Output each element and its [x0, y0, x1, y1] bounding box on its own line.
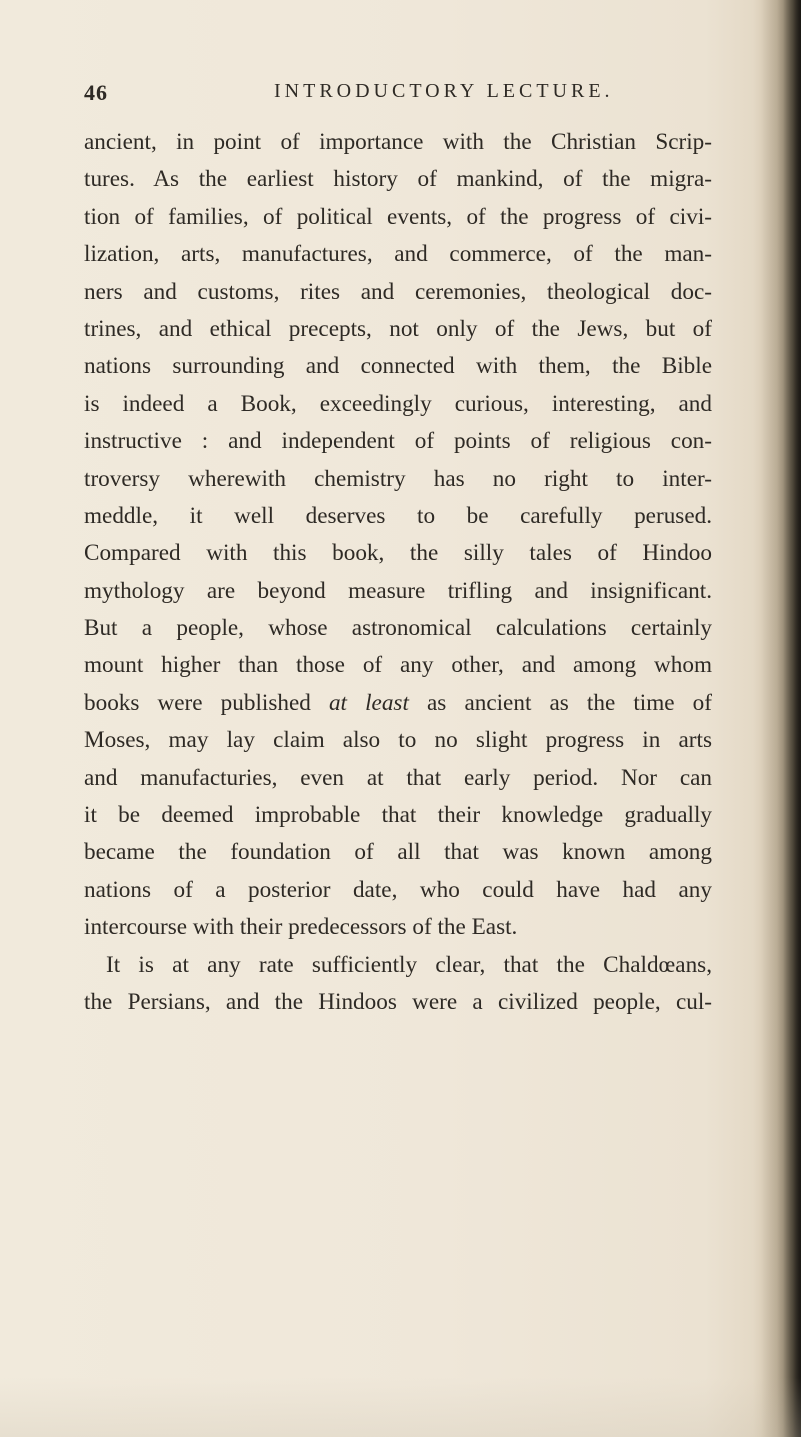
- text-line: and manufacturies, even at that early period. Nor can: [84, 764, 712, 791]
- text-line: tion of families, of political events, of the progress of civi-: [84, 203, 712, 230]
- text-line: tures. As the earliest history of mankind, of the migra-: [84, 166, 712, 193]
- text-line: Moses, may lay claim also to no slight progress in arts: [84, 727, 712, 754]
- text-line: mythology are beyond measure trifling and insignificant.: [84, 577, 712, 604]
- text-line: it be deemed improbable that their knowledge gradually: [84, 802, 712, 829]
- text-fragment: books were published: [84, 689, 311, 716]
- text-line: nations surrounding and connected with them, the Bible: [84, 353, 712, 380]
- text-line: meddle, it well deserves to be carefully perused.: [84, 502, 712, 529]
- running-head: INTRODUCTORY LECTURE.: [274, 80, 614, 102]
- text-line: ancient, in point of importance with the Christian Scrip-: [84, 129, 712, 155]
- text-line: intercourse with their predecessors of the East.: [84, 914, 518, 941]
- text-line: is indeed a Book, exceedingly curious, interesting, and: [84, 390, 712, 417]
- text-line: ners and customs, rites and ceremonies, theological doc-: [84, 278, 712, 305]
- body-text: [84, 124, 712, 1021]
- text-line: instructive : and independent of points of religious con-: [84, 428, 712, 455]
- text-line: It is at any rate sufficiently clear, that the Chaldœans,: [106, 951, 712, 978]
- text-line: But a people, whose astronomical calculations certainly: [84, 615, 712, 642]
- text-line: became the foundation of all that was known among: [84, 839, 712, 866]
- text-line-with-italic: [84, 685, 712, 722]
- text-line: troversy wherewith chemistry has no right to inter-: [84, 465, 712, 492]
- page-header: [84, 80, 684, 116]
- text-line: mount higher than those of any other, and among whom: [84, 652, 712, 679]
- text-line: nations of a posterior date, who could have had any: [84, 876, 712, 903]
- paragraph-2: [84, 947, 712, 1022]
- paragraph-1: [84, 124, 712, 947]
- italic-phrase: at least: [328, 689, 409, 716]
- binding-shadow: [761, 0, 801, 1437]
- text-line: the Persians, and the Hindoos were a civilized people, cul-: [84, 988, 712, 1015]
- page-bottom-shade: [0, 1377, 801, 1437]
- text-line: lization, arts, manufactures, and commerce, of the man-: [84, 241, 712, 268]
- page-number: 46: [84, 80, 108, 105]
- text-line: Compared with this book, the silly tales of Hindoo: [84, 540, 712, 567]
- text-fragment: as ancient as the time of: [427, 689, 712, 716]
- text-line: trines, and ethical precepts, not only of the Jews, but of: [84, 315, 712, 342]
